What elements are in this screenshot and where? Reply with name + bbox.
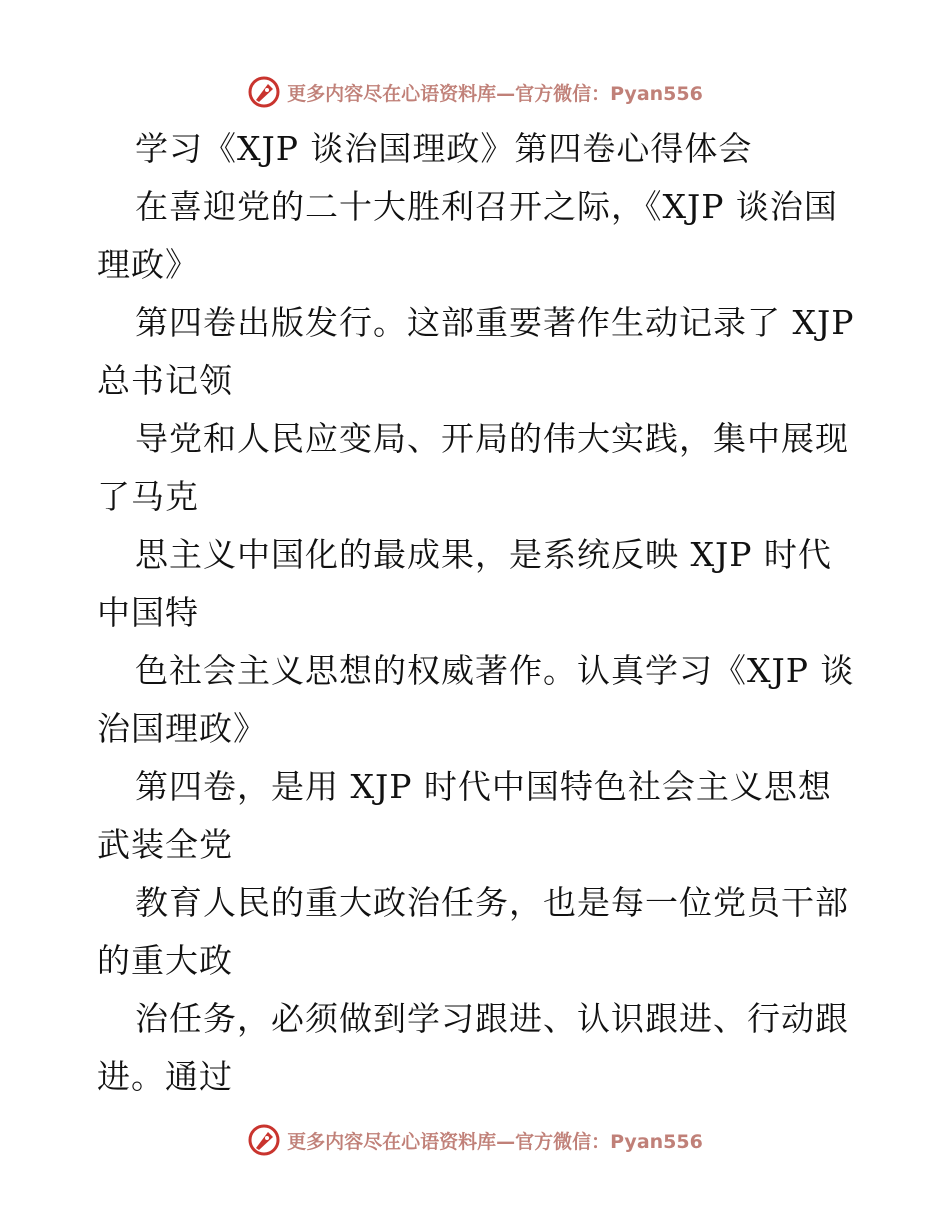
paragraph-line: 的重大政 [97, 941, 233, 980]
paragraph-line: 了马克 [97, 477, 199, 516]
paragraph-line: 第四卷，是用 XJP 时代中国特色社会主义思想 [135, 767, 832, 806]
pen-nib-logo-icon [247, 1123, 281, 1157]
header-banner-text: 更多内容尽在心语资料库—官方微信：Pyan556 [287, 82, 703, 105]
paragraph-line: 导党和人民应变局、开局的伟大实践，集中展现 [135, 419, 849, 458]
paragraph-line: 进。通过 [97, 1057, 233, 1096]
document-body [97, 120, 857, 1106]
footer-banner-text: 更多内容尽在心语资料库—官方微信：Pyan556 [287, 1130, 703, 1153]
paragraph-line: 总书记领 [97, 361, 233, 400]
header-banner [0, 72, 950, 112]
paragraph-line: 中国特 [97, 593, 199, 632]
paragraph-line: 教育人民的重大政治任务，也是每一位党员干部 [135, 883, 849, 922]
footer-banner [0, 1120, 950, 1160]
paragraph-line: 在喜迎党的二十大胜利召开之际，《XJP 谈治国 [135, 187, 838, 226]
paragraph-line: 治任务，必须做到学习跟进、认识跟进、行动跟 [135, 999, 849, 1038]
paragraph-line: 武装全党 [97, 825, 233, 864]
paragraph-line: 治国理政》 [97, 709, 267, 748]
document-title: 学习《XJP 谈治国理政》第四卷心得体会 [135, 129, 753, 168]
paragraph-line: 第四卷出版发行。这部重要著作生动记录了 XJP [135, 303, 855, 342]
pen-nib-logo-icon [247, 75, 281, 109]
paragraph-line: 理政》 [97, 245, 199, 284]
paragraph-line: 色社会主义思想的权威著作。认真学习《XJP 谈 [135, 651, 855, 690]
paragraph-line: 思主义中国化的最成果，是系统反映 XJP 时代 [135, 535, 832, 574]
